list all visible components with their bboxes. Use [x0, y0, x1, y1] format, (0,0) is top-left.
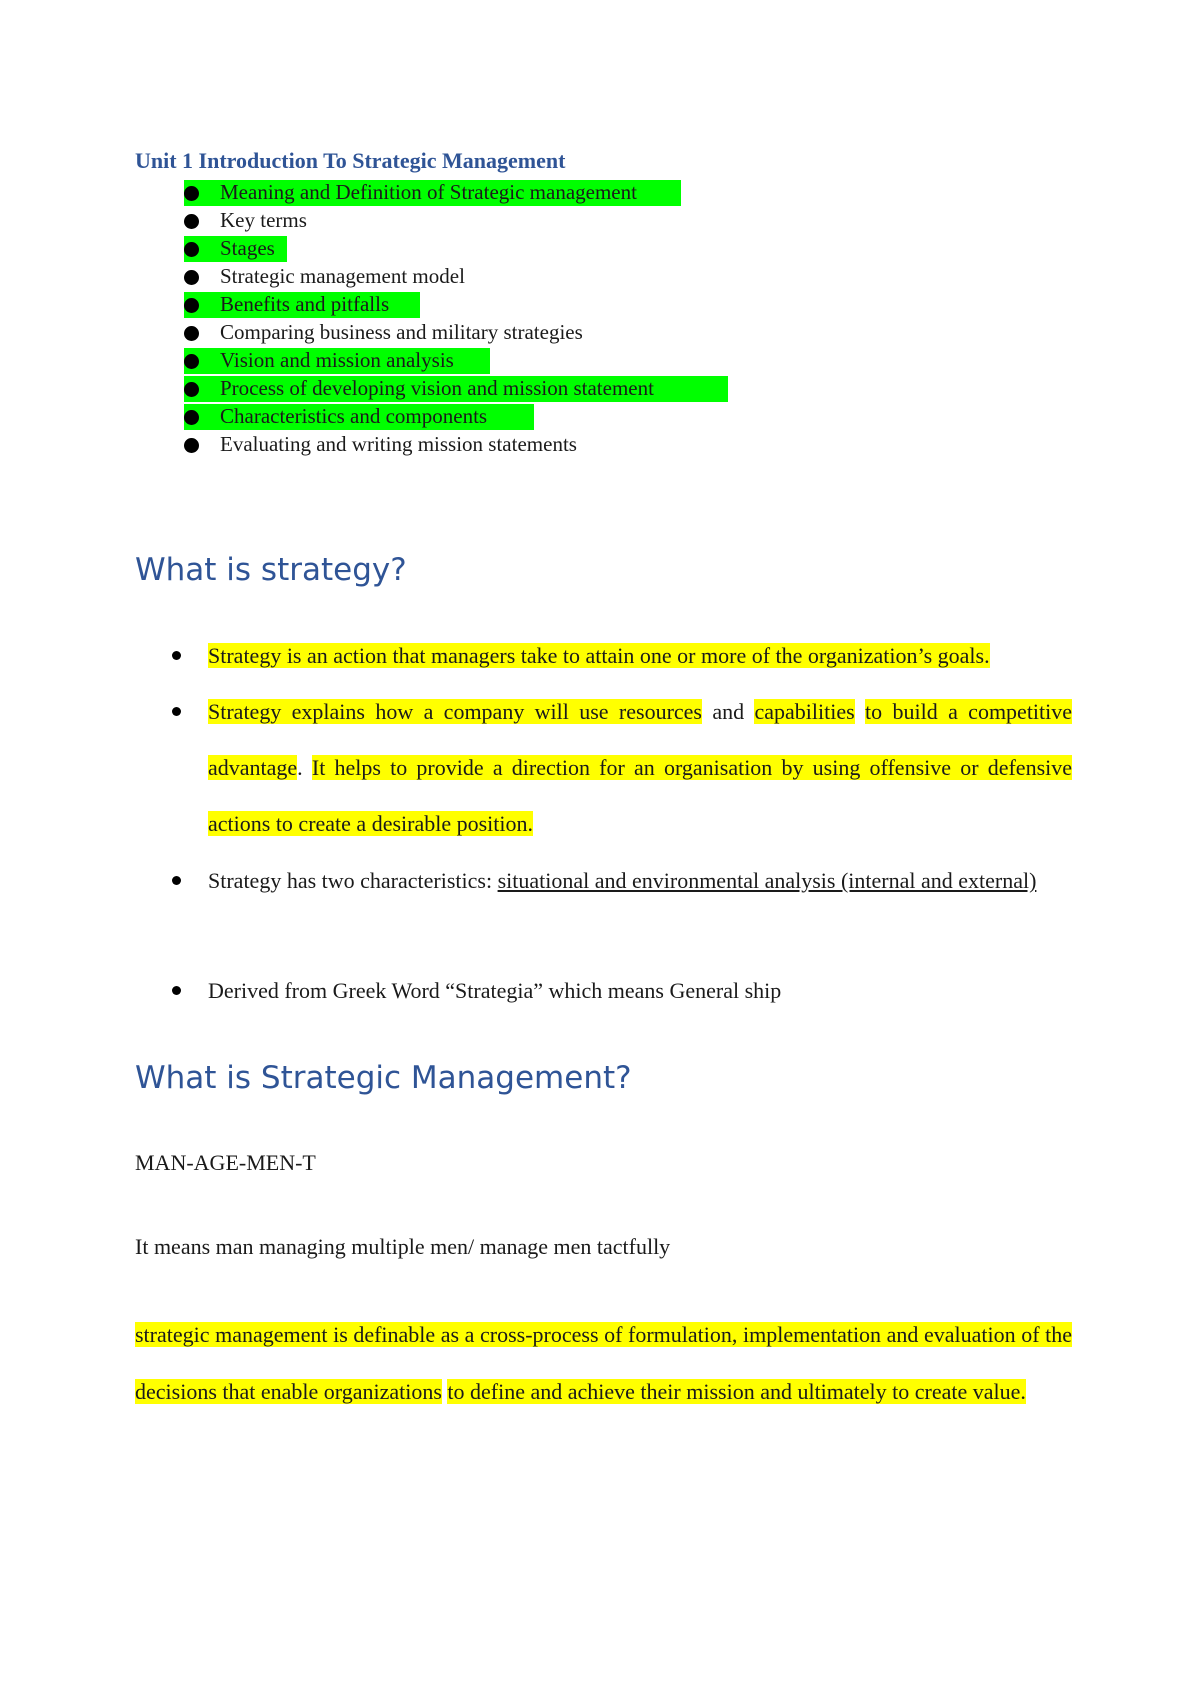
- unit-title: Unit 1 Introduction To Strategic Management: [135, 148, 566, 173]
- topic-text: Evaluating and writing mission statements: [220, 432, 577, 456]
- topic-text: Benefits and pitfalls: [220, 292, 390, 316]
- bullet-icon: [184, 326, 199, 341]
- bullet-icon: [184, 214, 199, 229]
- bullet-icon: [184, 354, 199, 369]
- strategy-point-3: [208, 853, 1072, 909]
- plain-text: .: [297, 755, 303, 780]
- bullet-icon: [184, 382, 199, 397]
- highlighted-text: capabilities: [754, 699, 855, 724]
- highlighted-text: to build a competitive advantage: [208, 699, 1073, 780]
- split-word: MAN-AGE-MEN-T: [135, 1150, 316, 1175]
- strategy-point-1: [208, 628, 1072, 684]
- topic-text: Meaning and Definition of Strategic management: [220, 180, 637, 204]
- bullet-icon: [184, 186, 199, 201]
- meaning-text: It means man managing multiple men/ manage men tactfully: [135, 1234, 671, 1259]
- bullet-icon: [184, 270, 199, 285]
- highlighted-text: It helps to provide a direction for an organisation by using offensive or defensive actions to create a desirable position.: [208, 755, 1073, 836]
- underlined-text: situational and environmental analysis (internal and external): [497, 868, 1037, 893]
- highlighted-text: Strategy is an action that managers take to attain one or more of the organization’s goals.: [208, 643, 990, 668]
- topic-text: Process of developing vision and mission statement: [220, 376, 654, 400]
- highlighted-text: strategic management is definable as a cross-process of formulation, implementation and evaluation of the decisions that enable organizations: [135, 1322, 1072, 1404]
- bullet-icon: [184, 298, 199, 313]
- strategy-point-4: Derived from Greek Word “Strategia” which means General ship: [208, 978, 782, 1003]
- topic-text: Vision and mission analysis: [220, 348, 454, 372]
- plain-text: and: [712, 699, 745, 724]
- bullet-icon: [184, 438, 199, 453]
- topic-text: Key terms: [220, 208, 307, 232]
- strategy-point-2: [208, 684, 1072, 852]
- bullet-icon: [172, 651, 181, 660]
- bullet-icon: [184, 242, 199, 257]
- topic-text: Stages: [220, 236, 275, 260]
- heading-what-is-strategy: What is strategy?: [135, 552, 407, 588]
- topic-text: Strategic management model: [220, 264, 465, 288]
- bullet-icon: [172, 876, 181, 885]
- bullet-icon: [172, 707, 181, 716]
- topic-text: Characteristics and components: [220, 404, 488, 428]
- highlighted-text: Strategy explains how a company will use resources: [208, 699, 702, 724]
- heading-what-is-strategic-management: What is Strategic Management?: [135, 1060, 632, 1096]
- highlighted-text: to define and achieve their mission and ultimately to create value.: [447, 1379, 1026, 1404]
- bullet-icon: [172, 986, 181, 995]
- topic-text: Comparing business and military strategies: [220, 320, 583, 344]
- definition-paragraph: [135, 1306, 1072, 1420]
- bullet-icon: [184, 410, 199, 425]
- plain-text: Strategy has two characteristics:: [208, 868, 498, 893]
